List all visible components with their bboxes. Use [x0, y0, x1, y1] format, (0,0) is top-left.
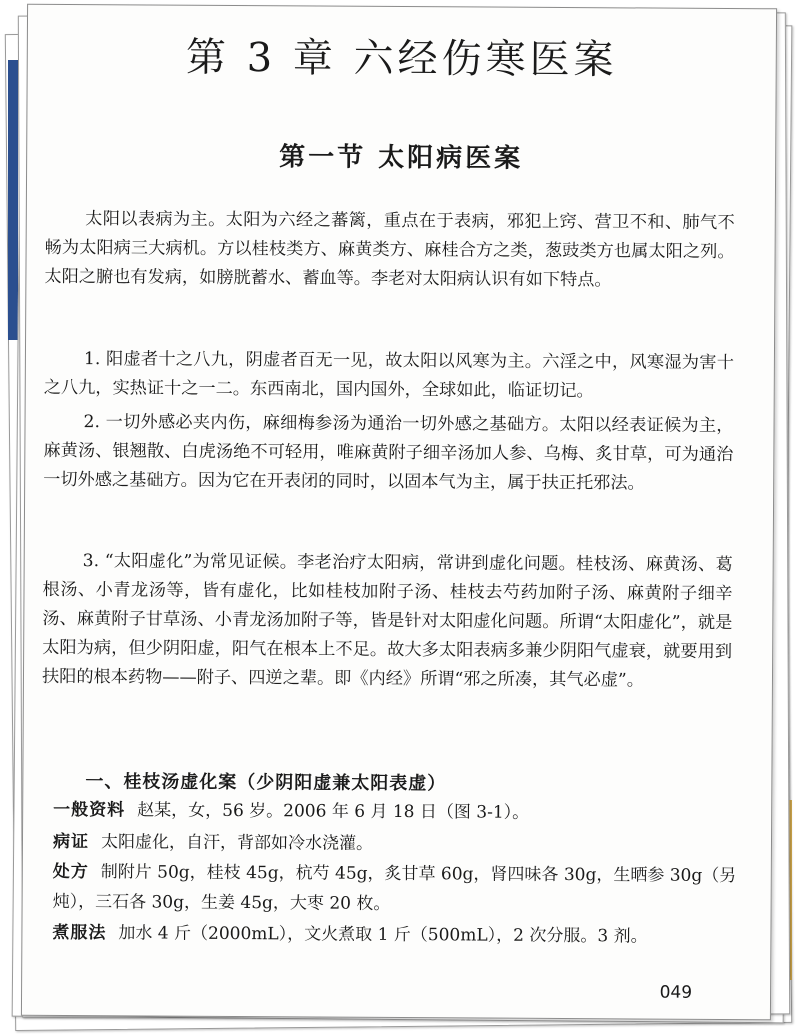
document-page	[21, 4, 777, 1021]
case-heading: 一、桂枝汤虚化案（少阴阳虚兼太阳表虚）	[85, 771, 447, 795]
general-info-line	[53, 795, 743, 829]
point-1-text: 1. 阳虚者十之八九，阴虚者百无一见，故太阳以风寒为主。六淫之中，风寒湿为害十之八九，实热证十之一二。东西南北，国内国外，全球如此，临证切记。	[43, 349, 734, 402]
section-title: 第一节 太阳病医案	[279, 142, 524, 174]
decoction-method-text: 加水 4 斤（2000mL），文火煮取 1 斤（500mL），2 次分服。3 剂。	[118, 923, 648, 947]
chapter-title: 第 3 章 六经伤寒医案	[185, 34, 618, 84]
page-number: 049	[659, 982, 693, 1003]
disease-text: 太阳虚化，自汗，背部如冷水浇灌。	[100, 832, 374, 854]
decoction-method-line	[52, 918, 742, 952]
general-info-text: 赵某，女，56 岁。2006 年 6 月 18 日（图 3-1）。	[137, 800, 530, 823]
prescription-line	[53, 857, 743, 921]
disease-line	[53, 827, 743, 861]
intro-text: 太阳以表病为主。太阳为六经之蕃篱，重点在于表病，邪犯上窍、营卫不和、肺气不畅为太阳病三大病机。方以桂枝类方、麻黄类方、麻桂合方之类，葱豉类方也属太阳之列。太阳之腑也有发病，如膀胱蓄水、蓄血等。李老对太阳病认识有如下特点。	[44, 209, 735, 291]
point-3-paragraph	[42, 547, 733, 696]
disease-label: 病证	[52, 831, 90, 853]
book-cover-edge-blue	[8, 60, 18, 340]
point-2-text: 2. 一切外感必夹内伤，麻细梅参汤为通治一切外感之基础方。太阳以经表证候为主，麻黄汤、银翘散、白虎汤绝不可轻用，唯麻黄附子细辛汤加人参、乌梅、炙甘草，可为通治一切外感之基础方。因为它在开表闭的同时，以固本气为主，属于扶正托邪法。	[43, 412, 734, 494]
decoction-method-label: 煮服法	[52, 922, 107, 944]
general-info-label: 一般资料	[53, 799, 126, 821]
point-1-paragraph	[44, 345, 734, 407]
intro-paragraph	[44, 205, 735, 296]
prescription-label: 处方	[52, 861, 89, 883]
prescription-text: 制附片 50g，桂枝 45g，杭芍 45g，炙甘草 60g，肾四味各 30g，生晒参 30g（另炖），三石各 30g，生姜 45g，大枣 20 枚。	[52, 862, 737, 914]
point-3-text: 3. “太阳虚化”为常见证候。李老治疗太阳病，常讲到虚化问题。桂枝汤、麻黄汤、葛根汤、小青龙汤等，皆有虚化，比如桂枝加附子汤、桂枝去芍药加附子汤、麻黄附子细辛汤、麻黄附子甘草汤、小青龙汤加附子等，皆是针对太阳虚化问题。所谓“太阳虚化”，就是太阳为病，但少阴阳虚，阳气在根本上不足。故大多太阳表病多兼少阴阳气虚衰，就要用到扶阳的根本药物——附子、四逆之辈。即《内经》所谓“邪之所凑，其气必虚”。	[41, 551, 733, 691]
point-2-paragraph	[43, 408, 734, 499]
